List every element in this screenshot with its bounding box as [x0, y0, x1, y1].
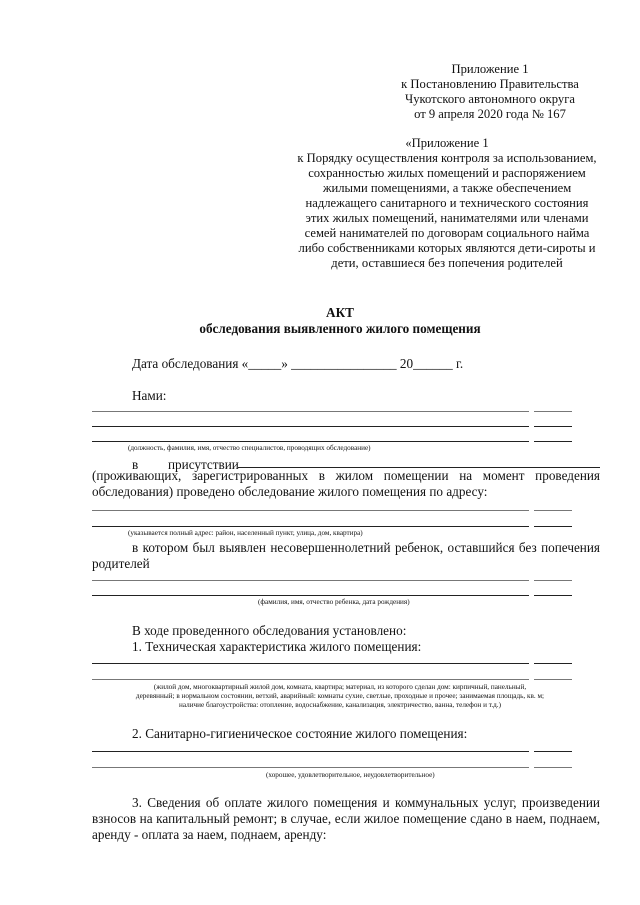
- child-paragraph-line2: родителей: [92, 556, 150, 571]
- address-line[interactable]: [92, 510, 529, 511]
- appendix-procedure-line: надлежащего санитарного и технического состояния: [305, 196, 589, 210]
- act-title: АКТ: [326, 305, 354, 320]
- caption-technical: [70, 683, 610, 710]
- caption-technical-line: (жилой дом, многоквартирный жилой дом, комната, квартира; материал, из которого сделан дом: кирпичный, панельный,: [153, 683, 527, 691]
- address-line[interactable]: [92, 526, 529, 527]
- appendix-procedure-block: [282, 136, 612, 271]
- appendix-procedure-line: либо собственниками которых являются дети-сироты и: [298, 241, 596, 255]
- child-line-right[interactable]: [534, 595, 572, 596]
- specialists-line-right[interactable]: [534, 411, 572, 412]
- address-line-right[interactable]: [534, 510, 572, 511]
- tech-line[interactable]: [92, 663, 529, 664]
- sanitary-line-right[interactable]: [534, 751, 572, 752]
- child-paragraph-line1: в котором был выявлен несовершеннолетний ребенок, оставшийся без попечения: [132, 540, 600, 555]
- appendix-1-line: от 9 апреля 2020 года № 167: [414, 107, 566, 121]
- caption-address: (указывается полный адрес: район, населенный пункт, улица, дом, квартира): [128, 529, 363, 537]
- appendix-1-line: Приложение 1: [451, 62, 529, 76]
- caption-technical-line: деревянный; в нормальном состоянии, ветхий, аварийный: комнаты сухие, светлые, проходные и прочее; занимаемая площадь, кв. м;: [135, 692, 545, 700]
- appendix-procedure-line: сохранностью жилых помещений и распоряжением: [308, 166, 586, 180]
- caption-technical-line: наличие благоустройства: отопление, водоснабжение, канализация, электричество, ванна, телефон и т.д.): [179, 701, 501, 709]
- section-3-line3: аренду - оплата за наем, поднаем, аренду:: [92, 827, 327, 842]
- inspection-date-field[interactable]: Дата обследования «_____» ________________ 20______ г.: [132, 356, 464, 371]
- appendix-1-line: к Постановлению Правительства: [401, 77, 579, 91]
- caption-specialists: (должность, фамилия, имя, отчество специалистов, проводящих обследование): [128, 444, 371, 452]
- section-1-heading: 1. Техническая характеристика жилого помещения:: [132, 639, 422, 654]
- act-subtitle: обследования выявленного жилого помещения: [199, 321, 481, 336]
- specialists-line[interactable]: [92, 426, 529, 427]
- caption-child: (фамилия, имя, отчество ребенка, дата рождения): [258, 598, 410, 606]
- sanitary-line[interactable]: [92, 751, 529, 752]
- appendix-procedure-line: к Порядку осуществления контроля за использованием,: [297, 151, 597, 165]
- child-line[interactable]: [92, 595, 529, 596]
- presence-paragraph-line1: (проживающих, зарегистрированных в жилом помещении на момент проведения: [92, 468, 600, 483]
- tech-line-right[interactable]: [534, 679, 572, 680]
- specialists-line-right[interactable]: [534, 441, 572, 442]
- appendix-procedure-line: семей нанимателей по договорам социального найма: [304, 226, 590, 240]
- tech-line-right[interactable]: [534, 663, 572, 664]
- presence-word: присутствии: [168, 457, 239, 472]
- by-us-label: Нами:: [132, 388, 167, 403]
- established-heading: В ходе проведенного обследования установлено:: [132, 623, 407, 638]
- section-2-heading: 2. Санитарно-гигиеническое состояние жилого помещения:: [132, 726, 468, 741]
- address-line-right[interactable]: [534, 526, 572, 527]
- child-line-right[interactable]: [534, 580, 572, 581]
- presence-paragraph-line2: обследования) проведено обследование жилого помещения по адресу:: [92, 484, 488, 499]
- appendix-procedure-line: дети, оставшиеся без попечения родителей: [331, 256, 563, 270]
- section-3-line2: взносов на капитальный ремонт; в случае, если жилое помещение сдано в наем, поднаем,: [92, 811, 600, 826]
- section-3-line1: 3. Сведения об оплате жилого помещения и коммунальных услуг, произведении: [132, 795, 600, 810]
- child-line[interactable]: [92, 580, 529, 581]
- presence-v: в: [132, 457, 139, 472]
- specialists-line[interactable]: [92, 411, 529, 412]
- specialists-line[interactable]: [92, 441, 529, 442]
- sanitary-line-right[interactable]: [534, 767, 572, 768]
- appendix-1-block: [380, 62, 600, 122]
- appendix-1-line: Чукотского автономного округа: [405, 92, 575, 106]
- appendix-procedure-line: этих жилых помещений, нанимателями или членами: [305, 211, 589, 225]
- caption-sanitary: (хорошее, удовлетворительное, неудовлетворительное): [266, 771, 435, 779]
- specialists-line-right[interactable]: [534, 426, 572, 427]
- tech-line[interactable]: [92, 679, 529, 680]
- sanitary-line[interactable]: [92, 767, 529, 768]
- appendix-procedure-line: «Приложение 1: [405, 136, 489, 150]
- appendix-procedure-line: жилыми помещениями, а также обеспечением: [322, 181, 572, 195]
